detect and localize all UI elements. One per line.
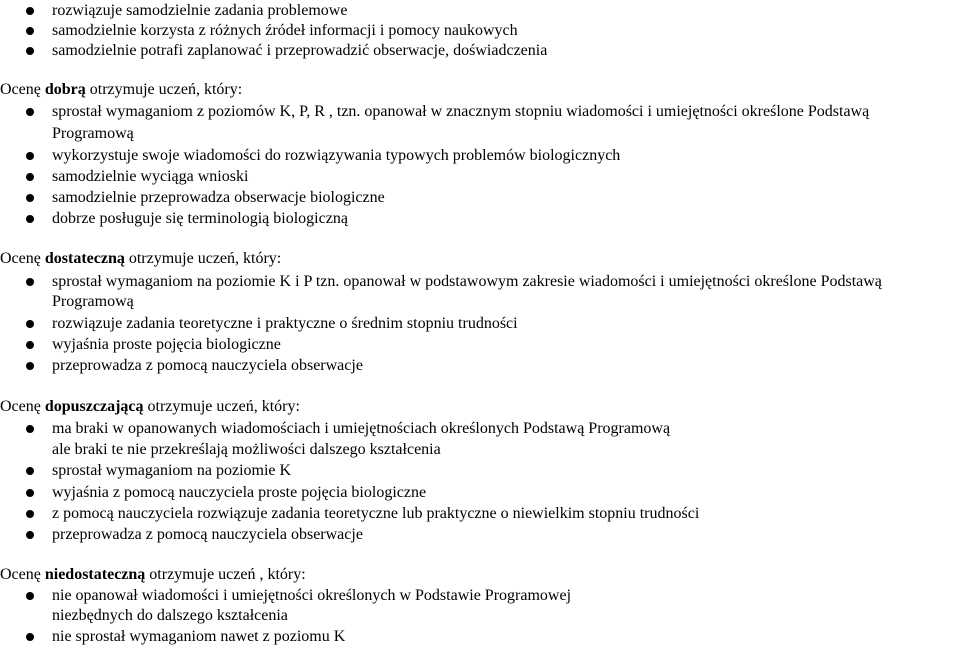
heading-prefix: Ocenę xyxy=(0,566,45,583)
grade-name: dobrą xyxy=(44,81,86,98)
bullet-icon xyxy=(26,173,34,181)
heading-prefix: Ocenę xyxy=(0,81,45,98)
list-item-continuation: niezbędnych do dalszego kształcenia xyxy=(52,607,288,624)
bullet-icon xyxy=(26,278,34,286)
list-item xyxy=(52,271,882,293)
list-item-text: samodzielnie przeprowadza obserwacje biologiczne xyxy=(52,189,385,206)
list-item xyxy=(52,0,347,22)
list-item xyxy=(52,418,670,440)
heading-suffix: otrzymuje uczeń, który: xyxy=(124,250,282,267)
bullet-icon xyxy=(26,152,34,160)
list-item xyxy=(52,355,363,377)
bullet-icon xyxy=(26,467,34,475)
list-item xyxy=(52,524,363,546)
list-item-text: wykorzystuje swoje wiadomości do rozwiązywania typowych problemów biologicznych xyxy=(52,147,621,164)
heading-prefix: Ocenę xyxy=(0,250,45,267)
grade-name: niedostateczną xyxy=(44,566,146,583)
list-item-text: rozwiązuje zadania teoretyczne i praktyczne o średnim stopniu trudności xyxy=(52,315,518,332)
list-item xyxy=(52,208,348,230)
list-item-continuation: ale braki te nie przekreślają możliwości dalszego kształcenia xyxy=(52,441,441,458)
list-item-continuation: Programową xyxy=(52,293,134,310)
bullet-icon xyxy=(26,108,34,116)
grade-name: dopuszczającą xyxy=(44,398,144,415)
heading-suffix: otrzymuje uczeń, który: xyxy=(85,81,243,98)
grade-heading-niedostateczna xyxy=(0,564,306,586)
list-item xyxy=(52,460,291,482)
bullet-icon xyxy=(26,592,34,600)
list-item-text: dobrze posługuje się terminologią biologiczną xyxy=(52,210,348,227)
list-item-text: ma braki w opanowanych wiadomościach i umiejętnościach określonych Podstawą Programową xyxy=(52,420,671,437)
list-item xyxy=(52,101,869,123)
list-item-text: przeprowadza z pomocą nauczyciela obserwacje xyxy=(52,357,363,374)
list-item-text: sprostał wymaganiom z poziomów K, P, R , tzn. opanował w znacznym stopniu wiadomości i umiejętności określone Podstawą xyxy=(52,103,870,120)
bullet-icon xyxy=(26,633,34,641)
list-item-text: przeprowadza z pomocą nauczyciela obserwacje xyxy=(52,526,363,543)
bullet-icon xyxy=(26,215,34,223)
list-item xyxy=(52,20,518,42)
heading-suffix: otrzymuje uczeń , który: xyxy=(145,566,306,583)
list-item xyxy=(52,166,248,188)
list-item xyxy=(52,40,547,62)
bullet-icon xyxy=(26,320,34,328)
list-item-text: nie opanował wiadomości i umiejętności określonych w Podstawie Programowej xyxy=(52,587,572,604)
bullet-icon xyxy=(26,47,34,55)
bullet-icon xyxy=(26,489,34,497)
grade-name: dostateczną xyxy=(44,250,125,267)
bullet-icon xyxy=(26,27,34,35)
list-item xyxy=(52,626,345,648)
grade-heading-dobra xyxy=(0,79,242,101)
bullet-icon xyxy=(26,531,34,539)
list-item-text: samodzielnie wyciąga wnioski xyxy=(52,168,249,185)
list-item-text: samodzielnie potrafi zaplanować i przeprowadzić obserwacje, doświadczenia xyxy=(52,42,548,59)
list-item xyxy=(52,187,385,209)
grade-heading-dopuszczajaca xyxy=(0,396,300,418)
list-item-text: wyjaśnia z pomocą nauczyciela proste pojęcia biologiczne xyxy=(52,484,427,501)
list-item-text: rozwiązuje samodzielnie zadania problemowe xyxy=(52,2,348,19)
heading-suffix: otrzymuje uczeń, który: xyxy=(143,398,300,415)
list-item-text: z pomocą nauczyciela rozwiązuje zadania teoretyczne lub praktyczne o niewielkim stopniu trudności xyxy=(52,505,700,522)
bullet-icon xyxy=(26,194,34,202)
list-item xyxy=(52,482,426,504)
bullet-icon xyxy=(26,425,34,433)
list-item xyxy=(52,334,281,356)
list-item-text: wyjaśnia proste pojęcia biologiczne xyxy=(52,336,281,353)
grade-heading-dostateczna xyxy=(0,248,281,270)
list-item-text: nie sprostał wymaganiom nawet z poziomu K xyxy=(52,628,346,645)
bullet-icon xyxy=(26,362,34,370)
list-item-text: sprostał wymaganiom na poziomie K xyxy=(52,462,292,479)
list-item xyxy=(52,585,571,607)
list-item xyxy=(52,313,518,335)
list-item-continuation: Programową xyxy=(52,125,134,142)
bullet-icon xyxy=(26,341,34,349)
heading-prefix: Ocenę xyxy=(0,398,45,415)
bullet-icon xyxy=(26,510,34,518)
list-item xyxy=(52,145,620,167)
list-item-text: samodzielnie korzysta z różnych źródeł informacji i pomocy naukowych xyxy=(52,22,518,39)
bullet-icon xyxy=(26,7,34,15)
list-item xyxy=(52,503,699,525)
list-item-text: sprostał wymaganiom na poziomie K i P tzn. opanował w podstawowym zakresie wiadomości i umiejętności określone Podstawą xyxy=(52,273,882,290)
